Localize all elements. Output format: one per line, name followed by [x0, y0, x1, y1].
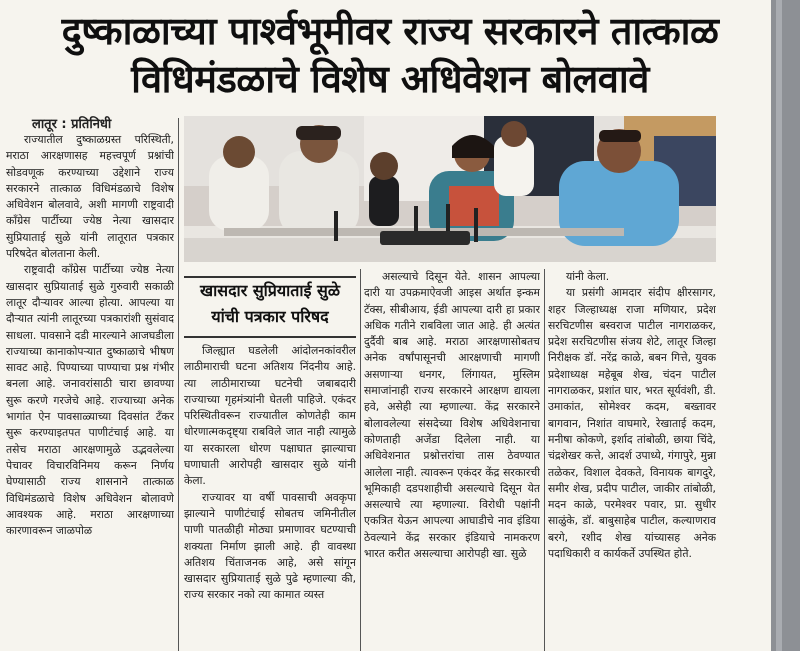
column-4-paragraph-1: यांनी केला.	[566, 270, 610, 283]
headline-line-2: विधिमंडळाचे विशेष अधिवेशन बोलवावे	[131, 57, 649, 101]
headline-line-1: दुष्काळाच्या पार्श्वभूमीवर राज्य सरकारने तात्काळ	[61, 9, 719, 53]
column-2-paragraph-1: जिल्ह्यात घडलेली आंदोलनकांवरील लाठीमाराची घटना अतिशय निंदनीय आहे. त्या लाठीमाराच्या घटनेची जबाबदारी राज्याच्या गृहमंत्र्यांनी घेतली पाहिजे. एकंदर परिस्थितीवरून राज्यातील कोणतेही काम धोरणात्मकदृष्ट्या राबविले जात नाही त्यामुळे या सरकारला धोरण पक्षाघात झाल्याचा घणाघाती आरोपही खासदार सुळे यांनी केला.	[184, 344, 356, 488]
subheading-line-1: खासदार सुप्रियाताई सुळे	[200, 281, 340, 300]
column-2-paragraph-2: राज्यावर या वर्षी पावसाची अवकृपा झाल्याने पाणीटंचाई सोबतच जमिनीतील पाणी पातळीही मोठ्या प्रमाणावर घटण्याची शक्यता निर्माण झाली आहे. ही वावस्था अतिशय चिंताजनक आहे, असे सांगून खासदार सुप्रियाताई सुळे पुढे म्हणाल्या की, राज्य सरकार नको त्या कामात व्यस्त	[184, 490, 356, 602]
press-conference-photo	[184, 116, 716, 262]
article-column-3	[364, 269, 540, 651]
column-3-paragraph-1: असल्याचे दिसून येते. शासन आपल्या दारी या उपक्रमाऐवजी आइस अर्थात इन्कम टॅक्स, सीबीआय, ईडी आपल्या दारी हा प्रकार अधिक गतीने राबविला जात आहे. ही अत्यंत दुर्दैवी बाब आहे. मराठा आरक्षणासोबतच अनेक वर्षांपासूनची आरक्षणाची मागणी असणाऱ्या धनगर, लिंगायत, मुस्लिम समाजांनाही राज्य सरकारने आरक्षण द्यायला हवे, असेही त्या म्हणाल्या. केंद्र सरकारने बोलावलेल्या संसदेच्या विशेष अधिवेशनाचा कोणताही अजेंडा दिलेला नाही. या अधिवेशनात प्रश्नोत्तरांचा तास ठेवण्यात आलेला नाही. त्यावरून एकंदर केंद्र सरकारची भूमिकाही दडपशाहीची असल्याचे दिसून येत असल्याचे त्या म्हणाल्या. विरोधी पक्षांनी एकत्रित येऊन आपल्या आघाडीचे नाव इंडिया ठेवल्याने केंद्र सरकार इंडियाचे नामकरण भारत करीत असल्याचा आरोपही खा. सुळे	[364, 270, 540, 561]
subheading-line-2: यांची पत्रकार परिषद	[211, 307, 329, 326]
article-column-2	[184, 343, 356, 651]
article-column-4	[548, 269, 716, 651]
column-divider	[360, 269, 361, 651]
article-column-1	[6, 132, 174, 651]
byline: लातूर : प्रतिनिधी	[32, 117, 112, 132]
column-divider	[544, 269, 545, 651]
subheading-box	[184, 276, 356, 338]
press-conference-image	[184, 116, 716, 262]
column-divider	[178, 118, 179, 651]
column-1-paragraph-2: राष्ट्रवादी कॉंग्रेस पार्टीच्या ज्येष्ठ नेत्या खासदार सुप्रियाताई सुळे गुरुवारी सकाळी लातूर दौऱ्यावर आल्या होत्या. आपल्या या दौऱ्यात त्यांनी लातूरच्या पत्रकारांशी सुसंवाद साधला. पावसाने दडी मारल्याने आजघडीला राज्याच्या कानाकोपऱ्यात दुष्काळाचे भीषण सावट आहे. पिण्याच्या पाण्याचा प्रश्न गंभीर बनला आहे. जनावरांसाठी चारा छावण्या सुरू करणे गरजेचे आहे. राज्याच्या अनेक भागांत ऐन पावसाळ्याच्या दिवसांत टँकर सुरू करण्याइतपत पाणीटंचाई आहे. या तसेच मराठा आरक्षणामुळे उद्भवलेल्या पेचावर विचारविनिमय करून निर्णय घेण्यासाठी राज्य शासनाने तात्काळ विधिमंडळाचे विशेष अधिवेशन बोलावणे आवश्यक आहे. मराठा आरक्षणाच्या कारणावरून जाळपोळ	[6, 263, 174, 538]
gutter-strip	[776, 0, 782, 651]
column-1-paragraph-1: राज्यातील दुष्काळग्रस्त परिस्थिती, मराठा आरक्षणासह महत्त्वपूर्ण प्रश्नांची सोडवणूक करण्याच्या उद्देशाने राज्य सरकारने तात्काळ विधिमंडळाचे विशेष अधिवेशन बोलवावे, अशी मागणी राष्ट्रवादी कॉंग्रेस पार्टीच्या ज्येष्ठ नेत्या खासदार सुप्रियाताई सुळे यांनी लातूरात पत्रकार परिषदेत बोलताना केली.	[6, 133, 174, 261]
column-4-paragraph-2: या प्रसंगी आमदार संदीप क्षीरसागर, शहर जिल्हाध्यक्ष राजा मणियार, प्रदेश सरचिटणीस बस्वराज पाटील नागराळकर, प्रदेश सरचिटणीस संजय शेटे, लातूर जिल्हा निरीक्षक डॉ. नरेंद्र काळे, बबन गित्ते, युवक प्रदेशाध्यक्ष महेबूब शेख, चंदन पाटील नागराळकर, प्रशांत घार, भरत सूर्यवंशी, डी. उमाकांत, सोमेश्वर कदम, बख्तावर बागवान, निशांत वाघमारे, रेखाताई कदम, मनीषा कोकणे, इर्शाद तांबोळी, छाया चिंदे, चंद्रशेखर कत्ते, आदर्श उपाध्ये, गंगापुरे, मुन्ना तळेकर, विशाल देवकते, विनायक बागदुरे, समीर शेख, प्रदीप पाटील, जाकीर तांबोळी, मदन काळे, परमेश्वर पवार, प्रा. सुधीर साळुंके, डॉ. बाबुसाहेब पाटील, कल्याणराव बरगे, रशीद शेख यांच्यासह अनेक पदाधिकारी व कार्यकर्ते उपस्थित होते.	[548, 286, 716, 561]
